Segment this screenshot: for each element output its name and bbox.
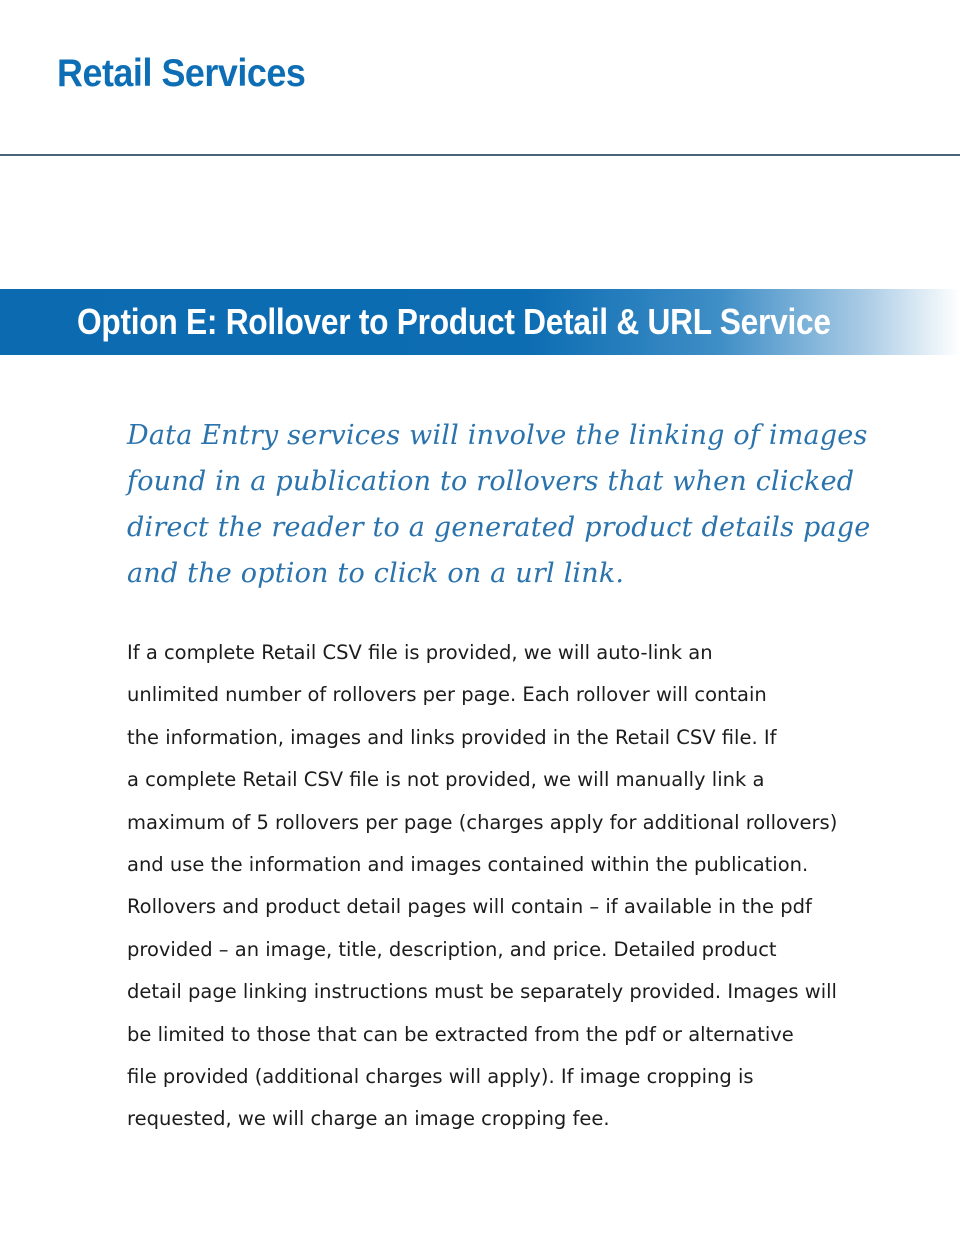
section-banner	[0, 289, 960, 355]
body-line: detail page linking instructions must be separately provided. Images will	[127, 980, 837, 1004]
body-line: Rollovers and product detail pages will contain – if available in the pdf	[127, 895, 812, 919]
page-title: Retail Services	[57, 52, 306, 95]
intro-line: direct the reader to a generated product details page	[127, 512, 871, 543]
intro-line: Data Entry services will involve the linking of images	[127, 420, 868, 451]
intro-paragraph	[127, 413, 887, 597]
body-paragraph	[127, 632, 887, 1141]
body-line: a complete Retail CSV file is not provided, we will manually link a	[127, 768, 765, 792]
intro-line: found in a publication to rollovers that when clicked	[127, 466, 855, 497]
section-title: Option E: Rollover to Product Detail & URL Service	[77, 301, 831, 342]
body-line: file provided (additional charges will apply). If image cropping is	[127, 1065, 754, 1089]
body-line: unlimited number of rollovers per page. Each rollover will contain	[127, 683, 767, 707]
body-line: requested, we will charge an image cropping fee.	[127, 1107, 610, 1131]
body-line: the information, images and links provided in the Retail CSV file. If	[127, 725, 777, 749]
body-line: If a complete Retail CSV file is provided, we will auto-link an	[127, 641, 713, 664]
page-header	[0, 0, 960, 156]
body-line: maximum of 5 rollovers per page (charges apply for additional rollovers)	[127, 810, 838, 834]
body-line: provided – an image, title, description, and price. Detailed product	[127, 937, 777, 961]
intro-line: and the option to click on a url link.	[127, 558, 625, 589]
body-line: and use the information and images contained within the publication.	[127, 853, 809, 877]
body-line: be limited to those that can be extracted from the pdf or alternative	[127, 1022, 794, 1046]
